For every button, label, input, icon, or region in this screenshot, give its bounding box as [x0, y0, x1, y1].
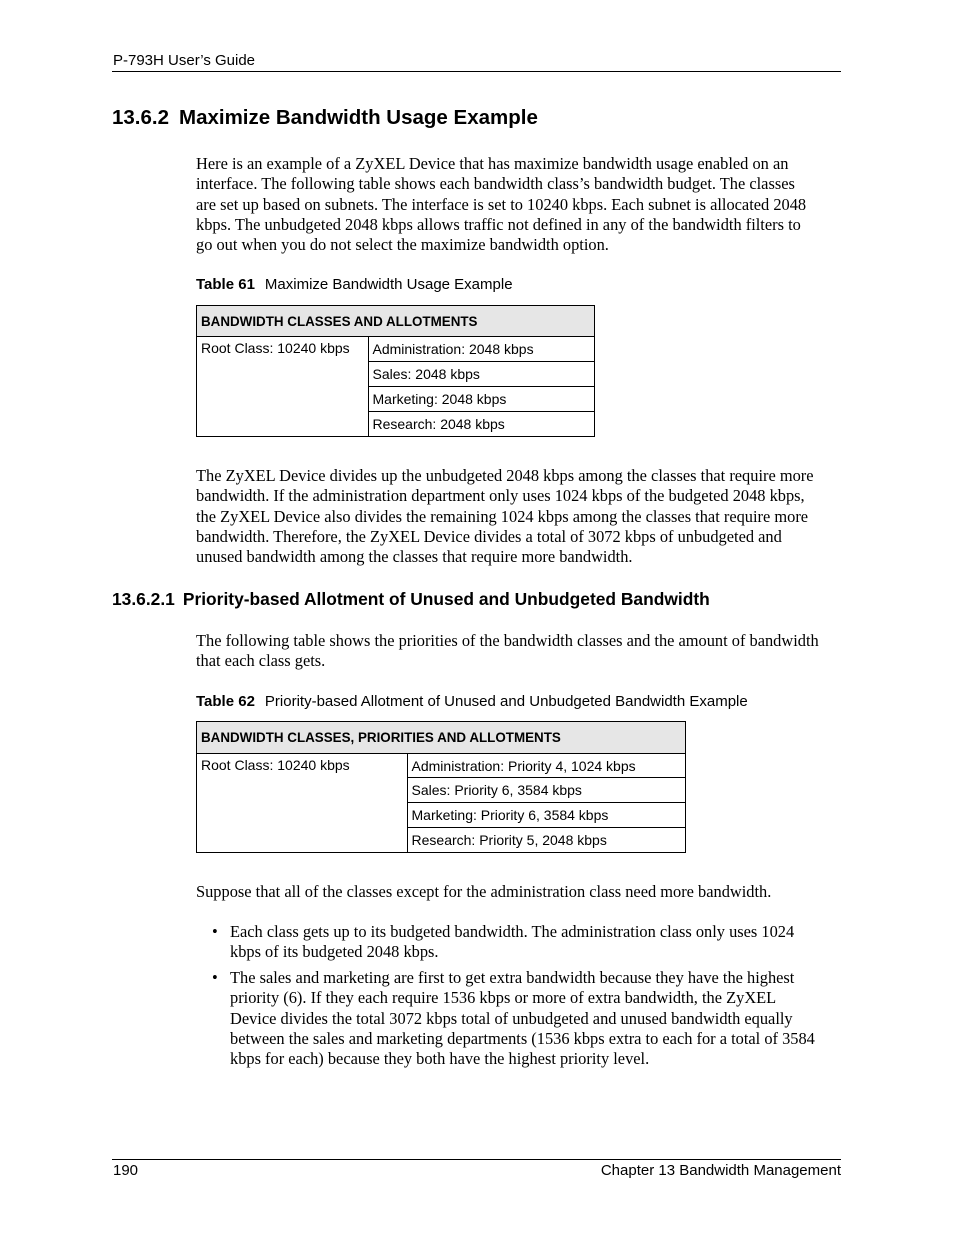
- page-number: 190: [113, 1162, 139, 1179]
- bullet-line: kbps of its budgeted 2048 kbps.: [230, 942, 439, 962]
- subsection-number: 13.6.2.1: [112, 589, 175, 609]
- paragraph-line: bandwidth. Therefore, the ZyXEL Device divides a total of 3072 kbps of unbudgeted and: [196, 526, 782, 546]
- paragraph-line: kbps. The unbudgeted 2048 kbps allows traffic not defined in any of the bandwidth filters to: [196, 214, 801, 234]
- bullet-line: kbps for each) because they both have the highest priority level.: [230, 1049, 650, 1069]
- root-class-cell: Root Class: 10240 kbps: [197, 754, 408, 853]
- footer-rule: [112, 1159, 841, 1160]
- root-class-cell: Root Class: 10240 kbps: [197, 337, 369, 437]
- table-61-caption: [196, 276, 513, 293]
- paragraph-line: unused bandwidth among the classes that require more bandwidth.: [196, 547, 633, 567]
- running-header: P-793H User’s Guide: [113, 52, 256, 69]
- bullet-item: [230, 968, 850, 1069]
- paragraph-line: Suppose that all of the classes except for the administration class need more bandwidth.: [196, 882, 772, 901]
- table-cell: Administration: Priority 4, 1024 kbps: [407, 754, 685, 778]
- table-61-label: Table 61: [196, 276, 255, 293]
- bullet-line: Device divides the total 3072 kbps total of unbudgeted and unused bandwidth equally: [230, 1008, 793, 1028]
- table-header-cell: BANDWIDTH CLASSES, PRIORITIES AND ALLOTMENTS: [197, 722, 686, 754]
- table-61-title: Maximize Bandwidth Usage Example: [264, 276, 513, 293]
- bullet-line: The sales and marketing are first to get extra bandwidth because they have the highest: [230, 968, 795, 987]
- intro-paragraph: [196, 154, 846, 255]
- table-cell: Sales: Priority 6, 3584 kbps: [407, 778, 685, 803]
- bullet-line: priority (6). If they each require 1536 kbps or more of extra bandwidth, the ZyXEL: [230, 988, 777, 1008]
- table-header-row: [197, 722, 686, 754]
- table-62: [196, 721, 686, 853]
- paragraph-line: The ZyXEL Device divides up the unbudgeted 2048 kbps among the classes that require more: [196, 466, 814, 485]
- table-header-row: [197, 306, 595, 337]
- header-rule: [112, 71, 841, 72]
- paragraph-4: [196, 882, 846, 902]
- table-row: [197, 754, 686, 778]
- bullet-marker: •: [212, 968, 218, 987]
- table-row: [197, 337, 595, 362]
- subsection-title: Priority-based Allotment of Unused and Unbudgeted Bandwidth: [182, 589, 710, 609]
- table-61: [196, 305, 595, 437]
- paragraph-line: The following table shows the priorities of the bandwidth classes and the amount of bandwidth: [196, 631, 819, 650]
- table-62-caption: [196, 693, 748, 710]
- bullet-line: between the sales and marketing departments (1536 kbps extra to each for a total of 3584: [230, 1028, 815, 1048]
- section-heading: [112, 106, 538, 130]
- bullet-line: Each class gets up to its budgeted bandwidth. The administration class only uses 1024: [230, 922, 795, 941]
- bullet-item: [230, 922, 850, 963]
- chapter-title: Chapter 13 Bandwidth Management: [600, 1162, 841, 1179]
- table-cell: Sales: 2048 kbps: [368, 362, 595, 387]
- table-62-title: Priority-based Allotment of Unused and Unbudgeted Bandwidth Example: [264, 693, 748, 710]
- paragraph-line: bandwidth. If the administration department only uses 1024 kbps of the budgeted 2048 kbps,: [196, 486, 805, 506]
- section-title: Maximize Bandwidth Usage Example: [179, 106, 538, 129]
- paragraph-line: that each class gets.: [196, 651, 326, 671]
- section-number: 13.6.2: [112, 106, 169, 129]
- subsection-heading: [112, 589, 710, 610]
- table-cell: Marketing: Priority 6, 3584 kbps: [407, 803, 685, 828]
- paragraph-line: go out when you do not select the maximize bandwidth option.: [196, 235, 609, 255]
- paragraph-2: [196, 466, 846, 567]
- bullet-marker: •: [212, 922, 218, 941]
- paragraph-line: the ZyXEL Device also divides the remaining 1024 kbps among the classes that require more: [196, 506, 809, 526]
- table-cell: Research: 2048 kbps: [368, 412, 595, 437]
- table-62-label: Table 62: [196, 693, 255, 710]
- table-cell: Administration: 2048 kbps: [368, 337, 595, 362]
- paragraph-3: [196, 631, 846, 672]
- table-cell: Marketing: 2048 kbps: [368, 387, 595, 412]
- table-header-cell: BANDWIDTH CLASSES AND ALLOTMENTS: [197, 306, 595, 337]
- paragraph-line: are set up based on subnets. The interface is set to 10240 kbps. Each subnet is allocated 2048: [196, 194, 807, 214]
- paragraph-line: interface. The following table shows each bandwidth class’s bandwidth budget. The classes: [196, 174, 795, 194]
- table-cell: Research: Priority 5, 2048 kbps: [407, 828, 685, 853]
- paragraph-line: Here is an example of a ZyXEL Device that has maximize bandwidth usage enabled on an: [196, 154, 789, 173]
